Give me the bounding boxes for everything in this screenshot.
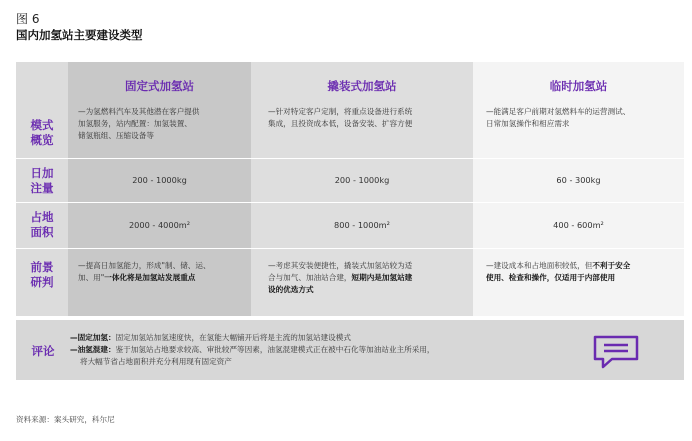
mode-fixed: —为氢燃料汽车及其他潜在客户提供 加氢服务，站内配置：加氢装置、 储氢瓶组、压缩设备等 [78,107,200,140]
area-temporary: 400 - 600m² [553,220,604,230]
prospect-temporary: —建设成本和占地面积较低，但不利于安全 使用、检查和操作，仅适用于内部使用 [486,261,631,282]
figure-label: 图 6 [16,12,40,26]
row-label-area: 占地 面积 [30,210,54,239]
capacity-temporary: 60 - 300kg [556,175,601,185]
area-skid: 800 - 1000m² [334,220,390,230]
header-skid-station: 撬装式加氢站 [327,79,397,93]
comparison-table [16,62,684,316]
comment-text: —固定加氢：固定加氢站加氢速度快，在氢能大幅铺开后将是主流的加氢站建设模式 —油氢混建：鉴于加氢站占地要求较高、审批较严等因素，油氢混建模式正在被中石化等加油站业主所采用， 将大幅节省占地面积并充分利用现有固定资产 [70,333,435,366]
header-temporary-station: 临时加氢站 [549,79,608,93]
prospect-skid: —考虑其安装便捷性，撬装式加氢站较为适 合与加气、加油站合建，短期内是加氢站建 设的优选方式 [268,261,413,294]
row-label-mode: 模式 概览 [30,118,54,147]
row-label-prospect: 前景 研判 [30,260,54,289]
figure-title: 国内加氢站主要建设类型 [16,28,143,42]
header-fixed-station: 固定式加氢站 [125,79,194,93]
comment-label: 评论 [31,344,55,358]
row-label-capacity: 日加 注量 [30,166,54,195]
prospect-fixed: —提高日加氢能力，形成"制、储、运、 加、用"一体化将是加氢站发展重点 [78,261,211,282]
mode-temporary: —能满足客户前期对氢燃料车的运营测试、 日常加氢操作和相应需求 [486,107,631,128]
source-note: 资料来源：案头研究，科尔尼 [16,415,115,424]
chat-bubble-icon [592,334,640,370]
capacity-fixed: 200 - 1000kg [132,175,187,185]
mode-skid: —针对特定客户定制，将重点设备进行系统 集成，且投资成本低，设备安装、扩容方便 [268,107,413,128]
capacity-skid: 200 - 1000kg [334,175,390,185]
comment-box [16,320,684,380]
area-fixed: 2000 - 4000m² [128,220,191,230]
